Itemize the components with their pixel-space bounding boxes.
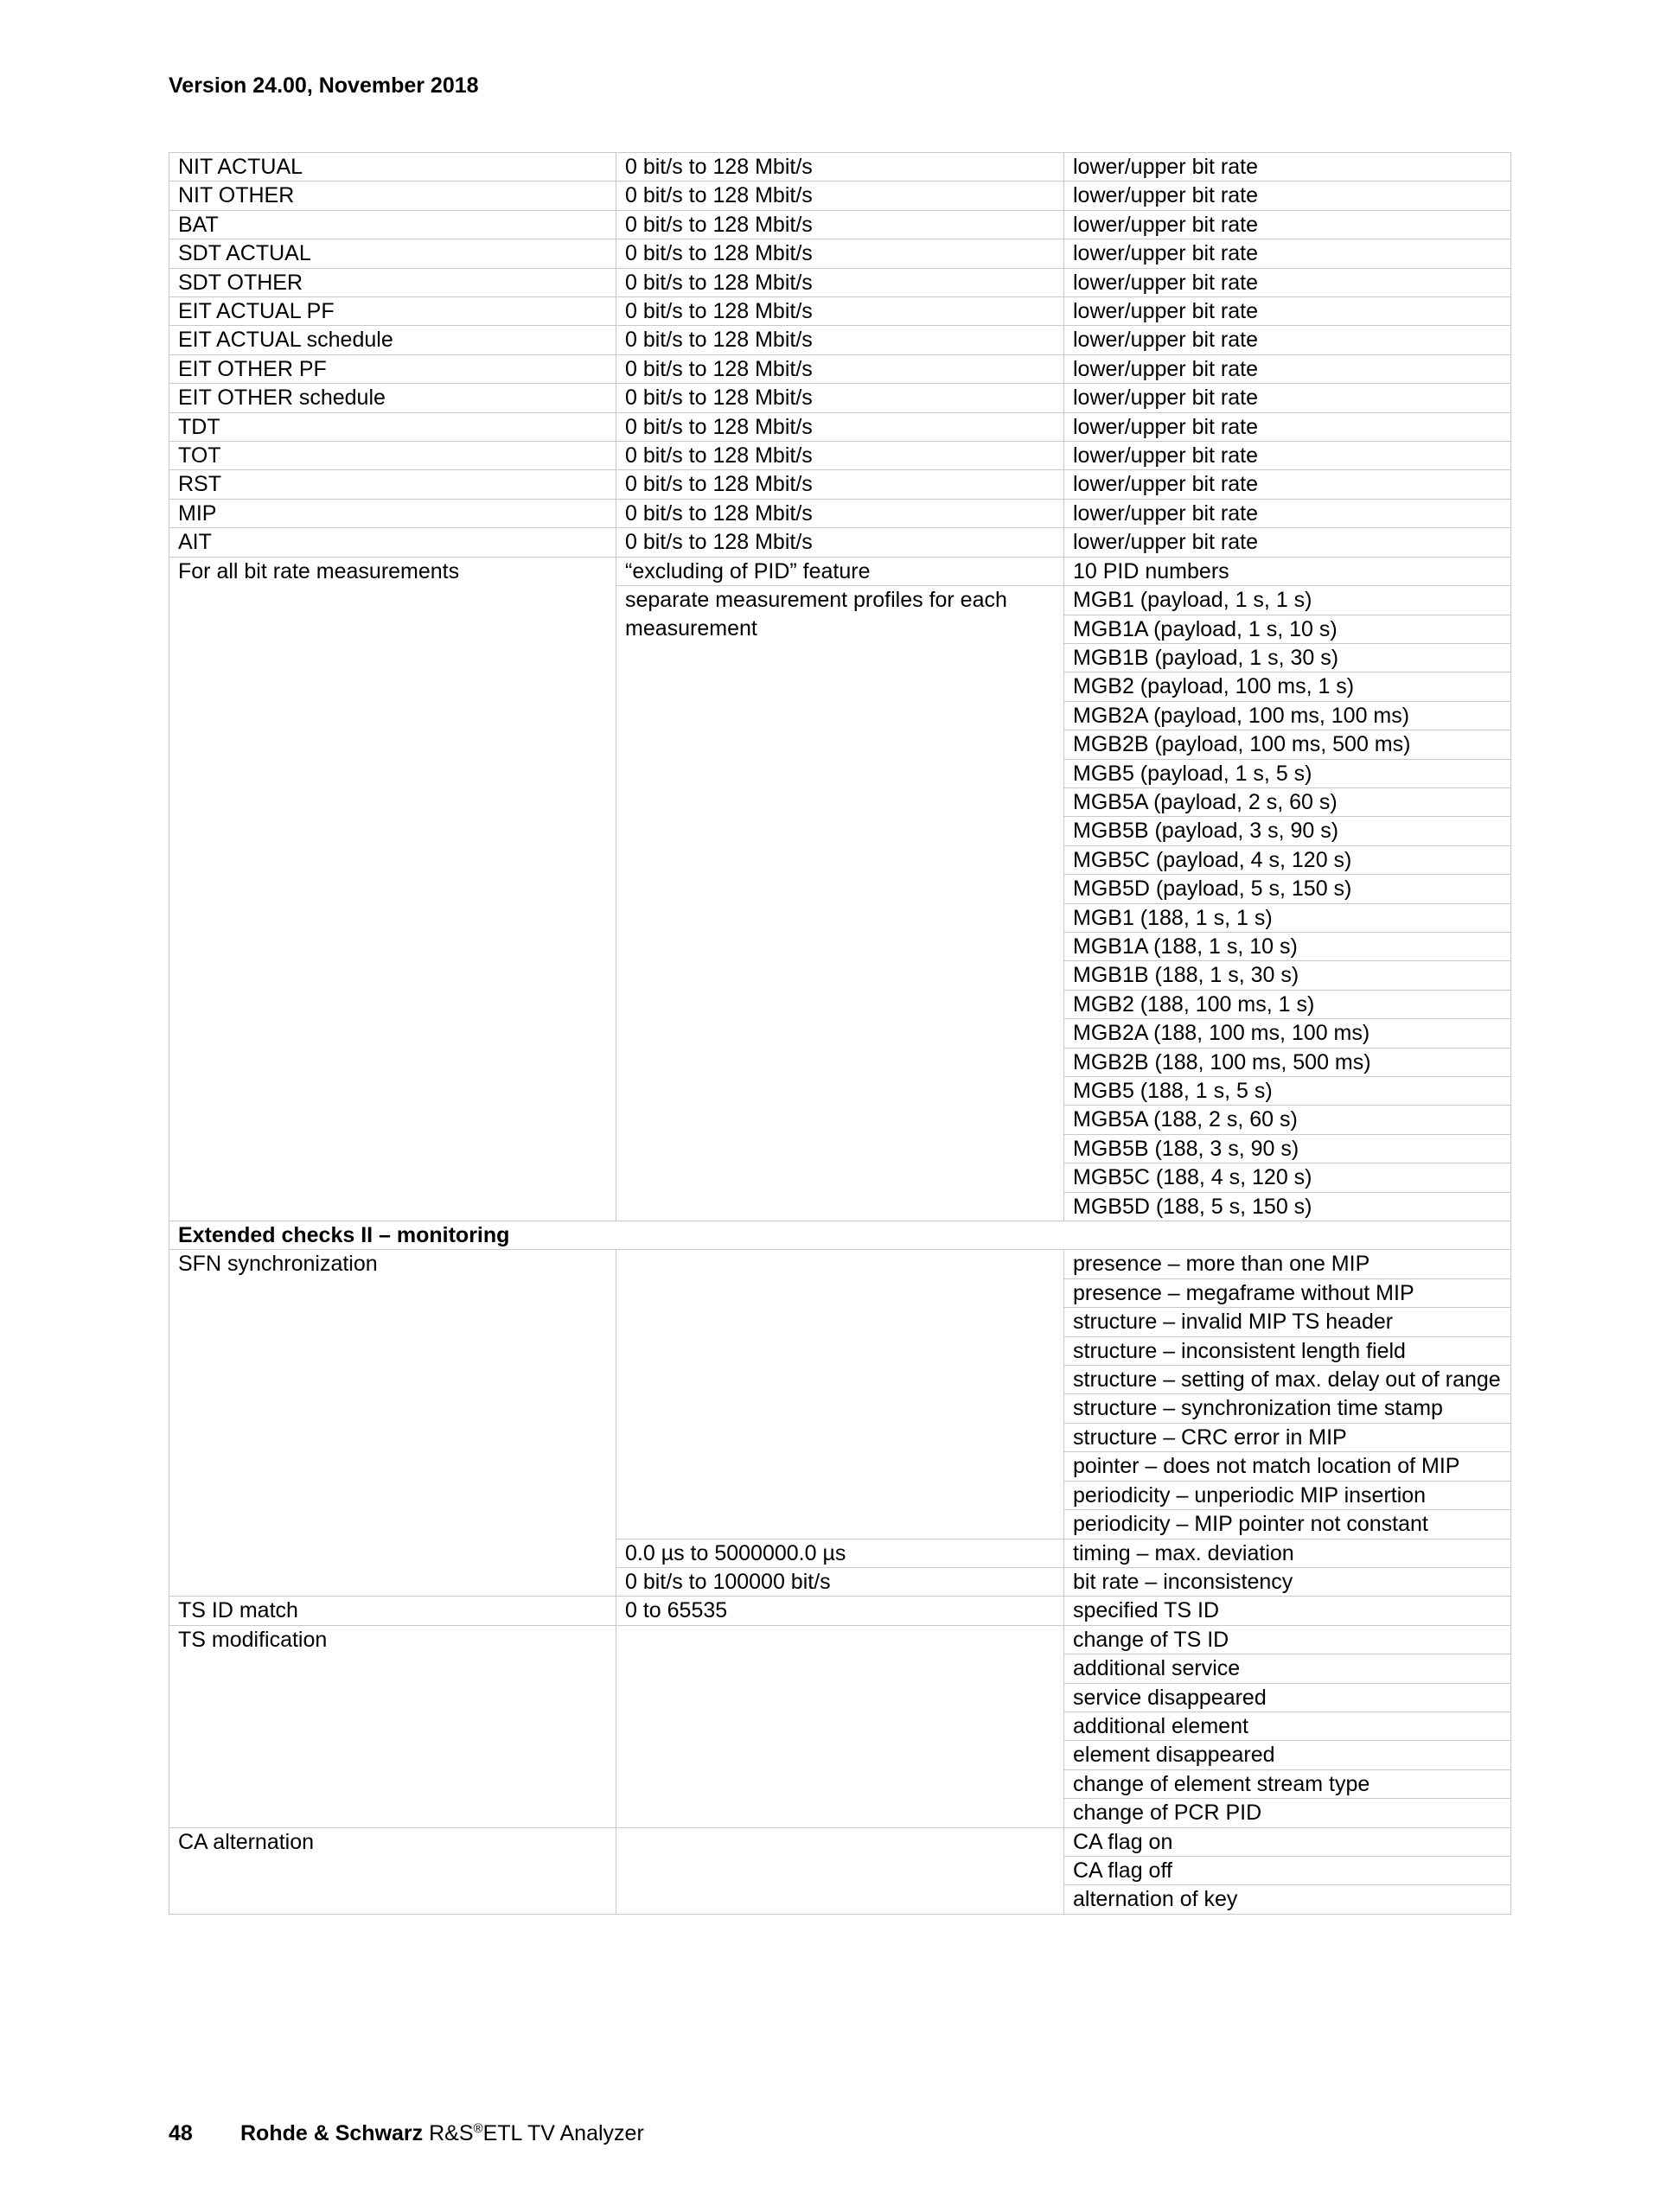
page-number: 48 [169,2121,193,2145]
parameter-result: service disappeared [1064,1683,1511,1712]
table-row [169,153,1511,182]
product-name: ETL TV Analyzer [482,2121,644,2145]
registered-mark: ® [473,2121,483,2136]
parameter-range: separate measurement profiles for each measurement [616,586,1064,1221]
parameter-name: For all bit rate measurements [169,557,616,1221]
parameter-result: lower/upper bit rate [1064,210,1511,239]
parameter-result: CA flag on [1064,1827,1511,1856]
parameter-range: 0 bit/s to 128 Mbit/s [616,182,1064,210]
parameter-range: 0 bit/s to 128 Mbit/s [616,326,1064,354]
measurement-profile: MGB1 (payload, 1 s, 1 s) [1064,586,1511,615]
parameter-result: change of TS ID [1064,1625,1511,1654]
parameter-name: NIT OTHER [169,182,616,210]
parameter-range [616,1625,1064,1827]
measurement-profile: MGB2A (188, 100 ms, 100 ms) [1064,1019,1511,1048]
parameter-result: specified TS ID [1064,1597,1511,1625]
parameter-name: TDT [169,412,616,441]
parameter-result: lower/upper bit rate [1064,153,1511,182]
parameter-name: BAT [169,210,616,239]
parameter-name: AIT [169,528,616,557]
table-row [169,1625,1511,1654]
measurement-profile: MGB2 (188, 100 ms, 1 s) [1064,990,1511,1018]
parameter-result: lower/upper bit rate [1064,528,1511,557]
parameter-name: TOT [169,442,616,470]
table-row [169,1827,1511,1856]
parameter-result: timing – max. deviation [1064,1539,1511,1567]
measurement-profile: MGB5A (188, 2 s, 60 s) [1064,1106,1511,1134]
measurement-profile: MGB1 (188, 1 s, 1 s) [1064,903,1511,932]
parameter-range: 0 to 65535 [616,1597,1064,1625]
page-footer [169,2121,644,2146]
table-row [169,297,1511,326]
parameter-range: 0 bit/s to 128 Mbit/s [616,412,1064,441]
parameter-result: lower/upper bit rate [1064,470,1511,499]
parameter-result: structure – invalid MIP TS header [1064,1308,1511,1336]
measurement-profile: MGB5D (payload, 5 s, 150 s) [1064,875,1511,903]
parameter-range: 0 bit/s to 128 Mbit/s [616,354,1064,383]
parameter-result: lower/upper bit rate [1064,442,1511,470]
measurement-profile: MGB5A (payload, 2 s, 60 s) [1064,787,1511,816]
product-prefix: R&S [429,2121,474,2145]
measurement-profile: MGB2B (188, 100 ms, 500 ms) [1064,1048,1511,1076]
table-row [169,412,1511,441]
parameter-name: CA alternation [169,1827,616,1914]
table-row [169,557,1511,585]
measurement-profile: MGB5B (payload, 3 s, 90 s) [1064,817,1511,845]
measurement-profile: MGB5C (payload, 4 s, 120 s) [1064,845,1511,874]
document-version: Version 24.00, November 2018 [169,73,479,98]
table-row [169,1597,1511,1625]
parameter-result: presence – megaframe without MIP [1064,1278,1511,1307]
table-row [169,499,1511,527]
parameter-name: SDT OTHER [169,268,616,296]
parameter-range: 0 bit/s to 128 Mbit/s [616,470,1064,499]
parameter-result: presence – more than one MIP [1064,1250,1511,1278]
parameter-name: EIT ACTUAL PF [169,297,616,326]
measurement-profile: MGB5D (188, 5 s, 150 s) [1064,1192,1511,1221]
table-row [169,1250,1511,1278]
parameter-result: structure – CRC error in MIP [1064,1423,1511,1451]
parameter-range: 0 bit/s to 128 Mbit/s [616,499,1064,527]
table-row [169,384,1511,412]
parameter-result: periodicity – MIP pointer not constant [1064,1510,1511,1539]
table-row [169,210,1511,239]
parameter-name: TS modification [169,1625,616,1827]
measurement-profile: MGB5B (188, 3 s, 90 s) [1064,1134,1511,1163]
measurement-profile: MGB5 (188, 1 s, 5 s) [1064,1077,1511,1106]
parameter-range: 0 bit/s to 128 Mbit/s [616,528,1064,557]
parameter-result: lower/upper bit rate [1064,499,1511,527]
measurement-profile: MGB1B (payload, 1 s, 30 s) [1064,643,1511,672]
parameter-result: CA flag off [1064,1856,1511,1884]
table-row [169,239,1511,268]
parameter-result: lower/upper bit rate [1064,326,1511,354]
parameter-result: element disappeared [1064,1741,1511,1769]
parameter-result: periodicity – unperiodic MIP insertion [1064,1481,1511,1509]
parameter-result: lower/upper bit rate [1064,297,1511,326]
parameter-result: alternation of key [1064,1885,1511,1914]
parameter-range: 0.0 µs to 5000000.0 µs [616,1539,1064,1567]
parameter-result: change of PCR PID [1064,1799,1511,1827]
parameter-result: lower/upper bit rate [1064,354,1511,383]
parameter-name: SDT ACTUAL [169,239,616,268]
parameter-result: structure – setting of max. delay out of range [1064,1366,1511,1394]
parameter-result: structure – inconsistent length field [1064,1336,1511,1365]
parameter-name: NIT ACTUAL [169,153,616,182]
measurement-profile: MGB1B (188, 1 s, 30 s) [1064,961,1511,990]
measurement-profile: MGB2 (payload, 100 ms, 1 s) [1064,673,1511,701]
parameter-range: 0 bit/s to 128 Mbit/s [616,384,1064,412]
table-row [169,182,1511,210]
parameter-name: RST [169,470,616,499]
table-row [169,470,1511,499]
parameter-result: structure – synchronization time stamp [1064,1394,1511,1423]
parameter-result: 10 PID numbers [1064,557,1511,585]
measurement-profile: MGB1A (payload, 1 s, 10 s) [1064,615,1511,643]
parameter-result: pointer – does not match location of MIP [1064,1452,1511,1481]
parameter-result: lower/upper bit rate [1064,239,1511,268]
parameter-name: EIT OTHER schedule [169,384,616,412]
parameter-name: SFN synchronization [169,1250,616,1597]
section-heading: Extended checks II – monitoring [169,1221,1511,1250]
table-row [169,442,1511,470]
measurement-profile: MGB5C (188, 4 s, 120 s) [1064,1163,1511,1192]
parameter-range: 0 bit/s to 128 Mbit/s [616,297,1064,326]
parameter-range [616,1827,1064,1914]
parameter-name: MIP [169,499,616,527]
parameter-result: lower/upper bit rate [1064,182,1511,210]
parameter-range: “excluding of PID” feature [616,557,1064,585]
parameter-range: 0 bit/s to 128 Mbit/s [616,210,1064,239]
parameter-range: 0 bit/s to 100000 bit/s [616,1567,1064,1596]
parameter-range [616,1250,1064,1539]
table-row [169,528,1511,557]
table-row [169,1221,1511,1250]
brand-name: Rohde & Schwarz [240,2121,424,2145]
measurement-profile: MGB2A (payload, 100 ms, 100 ms) [1064,701,1511,730]
measurement-profile: MGB5 (payload, 1 s, 5 s) [1064,759,1511,787]
parameter-name: EIT OTHER PF [169,354,616,383]
table-row [169,354,1511,383]
specifications-table [169,152,1511,1915]
measurement-profile: MGB1A (188, 1 s, 10 s) [1064,932,1511,960]
parameter-name: TS ID match [169,1597,616,1625]
parameter-range: 0 bit/s to 128 Mbit/s [616,268,1064,296]
table-row [169,326,1511,354]
parameter-result: additional element [1064,1712,1511,1740]
parameter-range: 0 bit/s to 128 Mbit/s [616,442,1064,470]
parameter-range: 0 bit/s to 128 Mbit/s [616,239,1064,268]
parameter-result: bit rate – inconsistency [1064,1567,1511,1596]
parameter-range: 0 bit/s to 128 Mbit/s [616,153,1064,182]
parameter-result: additional service [1064,1654,1511,1683]
measurement-profile: MGB2B (payload, 100 ms, 500 ms) [1064,730,1511,759]
parameter-result: lower/upper bit rate [1064,384,1511,412]
parameter-name: EIT ACTUAL schedule [169,326,616,354]
parameter-result: lower/upper bit rate [1064,268,1511,296]
parameter-result: lower/upper bit rate [1064,412,1511,441]
table-row [169,268,1511,296]
parameter-result: change of element stream type [1064,1769,1511,1798]
